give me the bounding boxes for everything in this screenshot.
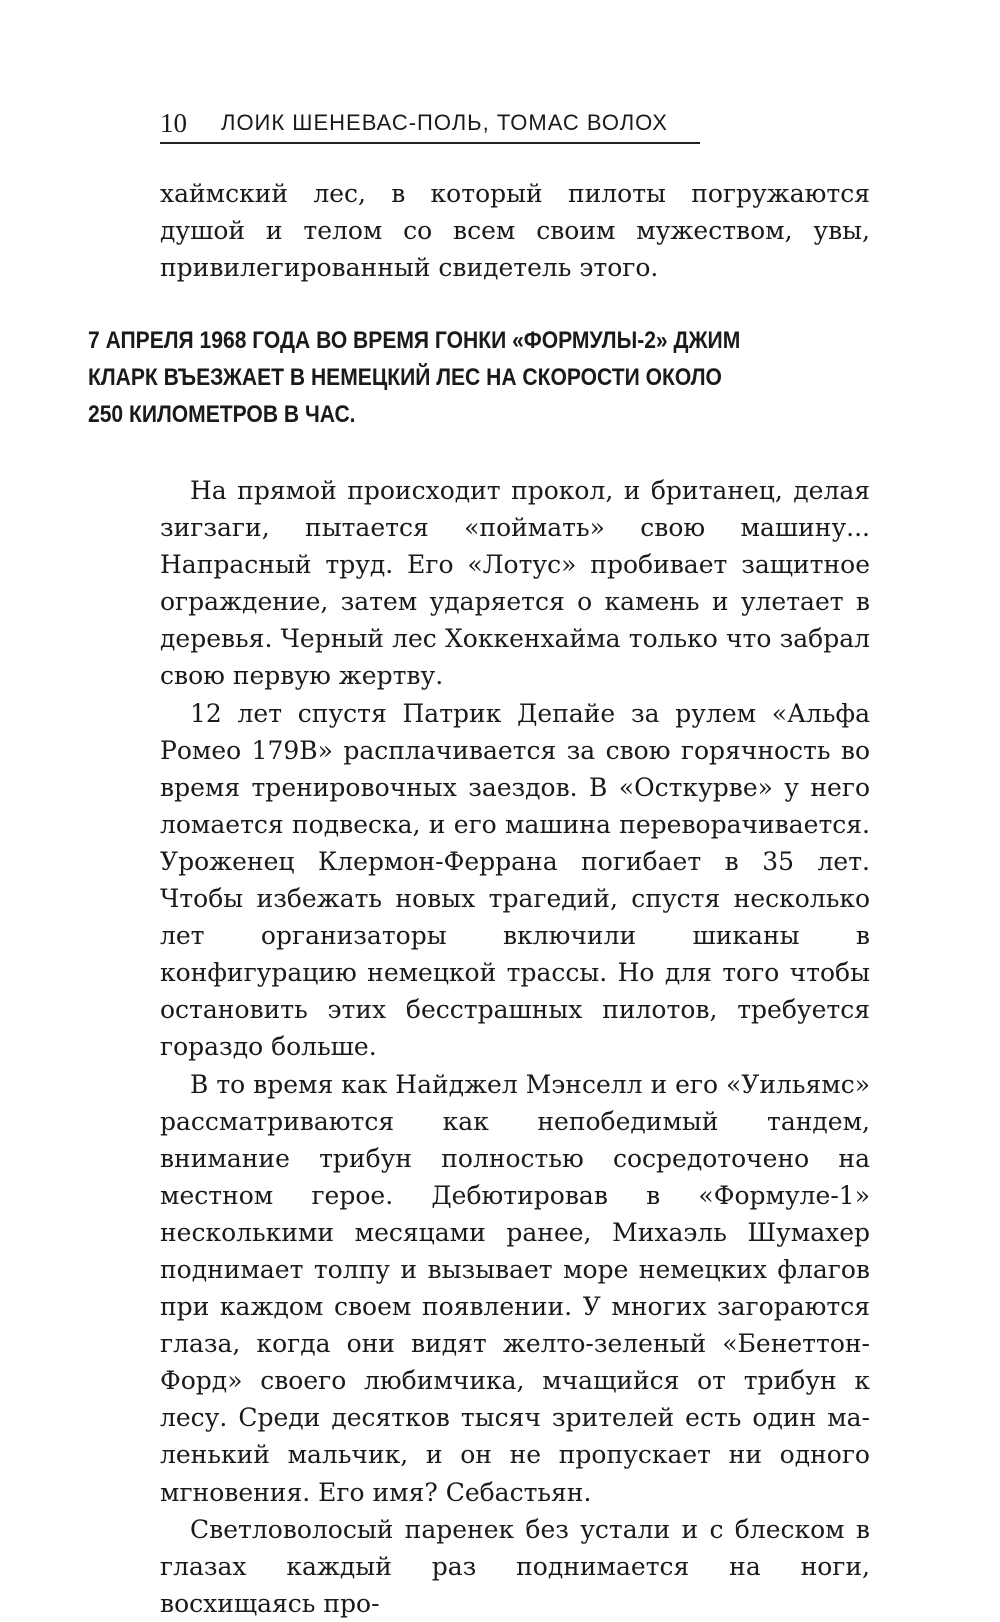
continuation-block xyxy=(160,175,870,286)
running-head xyxy=(160,106,700,144)
heading-line: 7 АПРЕЛЯ 1968 ГОДА ВО ВРЕМЯ ГОНКИ «ФОРМУЛЫ-2» ДЖИМ xyxy=(88,327,741,354)
paragraph: На прямой происходит прокол, и британец, делая зигзаги, пытается «поймать» свою машину... Напрасный труд. Его «Лотус» пробивает защитное ограждение, затем ударяется о камень и улетает в деревья. Черный лес Хоккенхайма только что забрал свою первую жертву. xyxy=(160,476,870,691)
heading-line: КЛАРК ВЪЕЗЖАЕТ В НЕМЕЦКИЙ ЛЕС НА СКОРОСТИ ОКОЛО xyxy=(88,364,722,391)
page-number: 10 xyxy=(160,108,187,138)
running-title: ЛОИК ШЕНЕВАС-ПОЛЬ, ТОМАС ВОЛОХ xyxy=(221,110,668,135)
paragraph: В то время как Найджел Мэнселл и его «Уильямс» рассматриваются как непобедимый тандем, внимание трибун полностью сосредоточено на местном герое. Дебютировав в «Формуле-1» несколькими месяцами ранее, Михаэль Шумахер поднимает толпу и вызывает море немецких флагов при каждом своем появлении. У многих загораются глаза, когда они видят желто-зеленый «Бенеттон-Форд» своего любимчика, мчащийся от трибун к лесу. Среди десятков тысяч зрителей есть один маленький мальчик, и он не пропускает ни одного мгновения. Его имя? Себастьян. xyxy=(160,1069,870,1507)
paragraph: 12 лет спустя Патрик Депайе за рулем «Альфа Ромео 179B» расплачивается за свою горячность во время тренировочных заездов. В «Осткурве» у него ломается подвеска, и его машина переворачивается. Уроженец Клермон-Феррана погибает в 35 лет. Чтобы избежать новых трагедий, спустя несколько лет организаторы включили шиканы в конфигурацию немецкой трассы. Но для того чтобы остановить этих бесстрашных пилотов, требуется гораздо больше. xyxy=(160,698,870,1062)
section-heading xyxy=(88,322,776,433)
paragraph: Светловолосый паренек без устали и с блеском в глазах каждый раз поднимается на ноги, восхищаясь про- xyxy=(160,1514,870,1618)
heading-line: 250 КИЛОМЕТРОВ В ЧАС. xyxy=(88,401,356,428)
continuation-paragraph: хаймский лес, в который пилоты погружаются душой и телом со всем своим мужеством, увы, привилегированный свидетель этого. xyxy=(160,179,870,283)
main-text xyxy=(160,472,870,1622)
